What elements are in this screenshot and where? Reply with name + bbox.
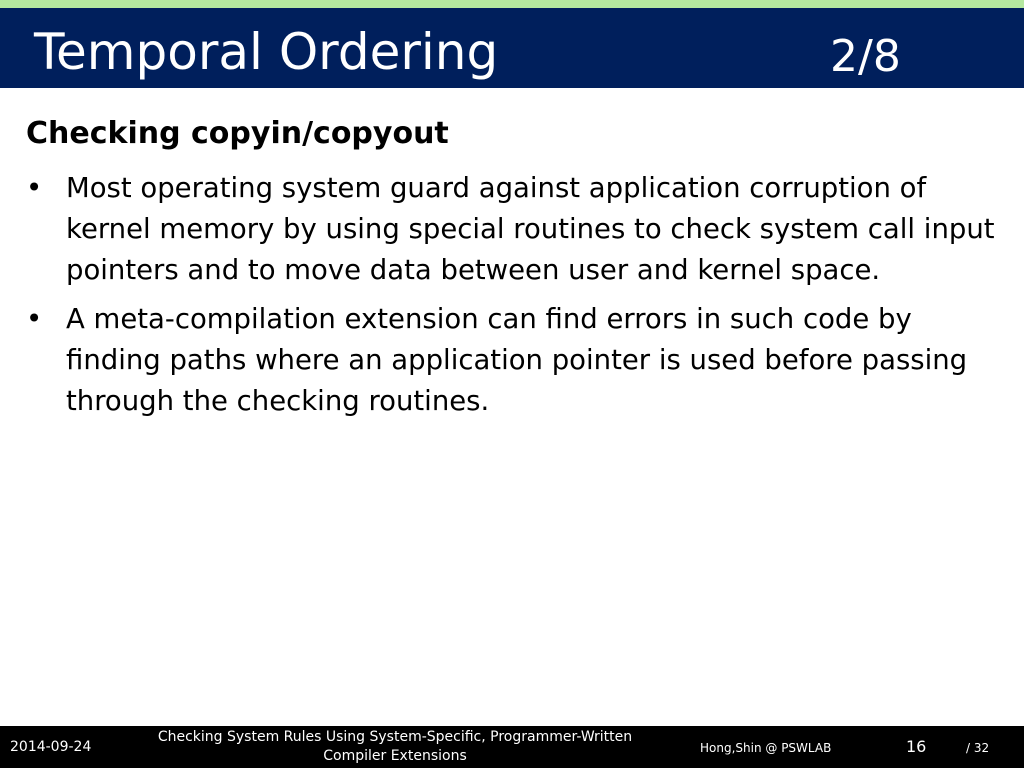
slide-title-index: 2/8 — [830, 31, 901, 82]
bullet-item — [26, 299, 1001, 422]
footer-date: 2014-09-24 — [10, 739, 92, 755]
slide-title: Temporal Ordering — [34, 23, 499, 81]
bullet-item — [26, 168, 1001, 291]
footer-page-number: 16 — [906, 737, 927, 756]
footer-bar — [0, 726, 1024, 768]
footer-presentation-title: Checking System Rules Using System-Specific, Programmer-Written Compiler Extensions — [157, 729, 633, 764]
title-bar — [0, 8, 1024, 88]
bullet-list — [26, 168, 1001, 430]
footer-total-pages: / 32 — [966, 741, 990, 755]
bullet-text: A meta-compilation extension can find errors in such code by finding paths where an application pointer is used before passing through the checking routines. — [66, 303, 968, 417]
bullet-icon: • — [26, 172, 43, 204]
bullet-icon: • — [26, 303, 43, 335]
footer-author: Hong,Shin @ PSWLAB — [700, 741, 832, 755]
slide-subtitle: Checking copyin/copyout — [26, 116, 449, 151]
bullet-text: Most operating system guard against application corruption of kernel memory by using special routines to check system call input pointers and to move data between user and kernel space. — [66, 172, 995, 286]
top-accent-stripe — [0, 0, 1024, 8]
